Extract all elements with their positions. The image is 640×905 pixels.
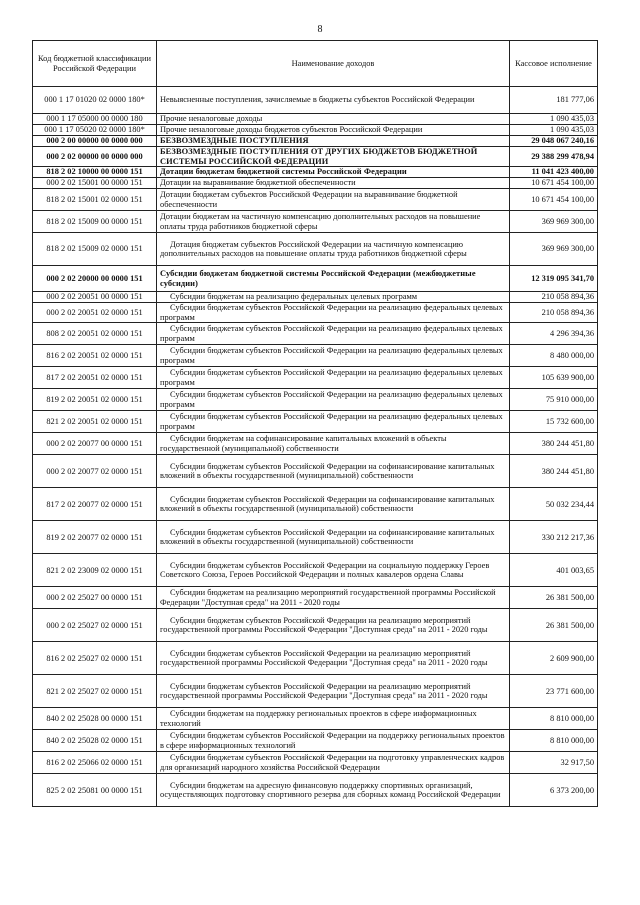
table-row [33, 774, 598, 807]
row-code: 000 2 02 25027 02 0000 151 [33, 609, 157, 642]
row-name: Субсидии бюджетам на софинансирование капитальных вложений в объекты государственной (муниципальной) собственности [157, 433, 510, 455]
row-amount: 4 296 394,36 [510, 323, 598, 345]
row-name: Субсидии бюджетам субъектов Российской Федерации на социальную поддержку Героев Советского Союза, Героев Российской Федерации и полных кавалеров ордена Славы [157, 554, 510, 587]
row-name: Субсидии бюджетам субъектов Российской Федерации на подготовку управленческих кадров для организаций народного хозяйства Российской Федерации [157, 752, 510, 774]
row-code: 817 2 02 20051 02 0000 151 [33, 367, 157, 389]
row-code: 818 2 02 15009 02 0000 151 [33, 233, 157, 266]
row-amount: 330 212 217,36 [510, 521, 598, 554]
table-header-row [33, 41, 598, 87]
row-name: Субсидии бюджетам на реализацию федеральных целевых программ [157, 292, 510, 303]
row-code: 000 2 02 20000 00 0000 151 [33, 266, 157, 292]
row-amount: 50 032 234,44 [510, 488, 598, 521]
row-name: Субсидии бюджетам субъектов Российской Федерации на реализацию мероприятий государственной программы Российской Федерации "Доступная среда" на 2011 - 2020 годы [157, 609, 510, 642]
row-amount: 8 480 000,00 [510, 345, 598, 367]
row-name: Субсидии бюджетам субъектов Российской Федерации на реализацию федеральных целевых программ [157, 345, 510, 367]
table-row [33, 266, 598, 292]
row-code: 817 2 02 20077 02 0000 151 [33, 488, 157, 521]
row-name: Субсидии бюджетам субъектов Российской Федерации на софинансирование капитальных вложений в объекты государственной (муниципальной) собственности [157, 488, 510, 521]
table-row [33, 211, 598, 233]
row-code: 000 2 02 25027 00 0000 151 [33, 587, 157, 609]
row-code: 821 2 02 20051 02 0000 151 [33, 411, 157, 433]
row-code: 816 2 02 25066 02 0000 151 [33, 752, 157, 774]
row-code: 821 2 02 25027 02 0000 151 [33, 675, 157, 708]
page-number: 8 [317, 24, 323, 35]
row-name: Невыясненные поступления, зачисляемые в бюджеты субъектов Российской Федерации [157, 87, 510, 114]
row-code: 821 2 02 23009 02 0000 151 [33, 554, 157, 587]
table-row [33, 125, 598, 136]
row-amount: 210 058 894,36 [510, 303, 598, 323]
revenue-table [32, 40, 598, 807]
row-name: Субсидии бюджетам субъектов Российской Федерации на реализацию федеральных целевых программ [157, 367, 510, 389]
row-name: Дотации бюджетам бюджетной системы Российской Федерации [157, 167, 510, 178]
row-code: 000 2 02 20051 00 0000 151 [33, 292, 157, 303]
table-row [33, 178, 598, 189]
row-amount: 2 609 900,00 [510, 642, 598, 675]
table-row [33, 675, 598, 708]
row-amount: 8 810 000,00 [510, 730, 598, 752]
table-row [33, 642, 598, 675]
row-code: 818 2 02 15001 02 0000 151 [33, 189, 157, 211]
row-amount: 15 732 600,00 [510, 411, 598, 433]
row-amount: 401 003,65 [510, 554, 598, 587]
table-row [33, 708, 598, 730]
row-code: 000 1 17 05000 00 0000 180 [33, 114, 157, 125]
row-name: Дотации бюджетам на частичную компенсацию дополнительных расходов на повышение оплаты труда работников бюджетной сферы [157, 211, 510, 233]
row-amount: 11 041 423 400,00 [510, 167, 598, 178]
row-amount: 105 639 900,00 [510, 367, 598, 389]
row-name: Дотации на выравнивание бюджетной обеспеченности [157, 178, 510, 189]
row-name: БЕЗВОЗМЕЗДНЫЕ ПОСТУПЛЕНИЯ ОТ ДРУГИХ БЮДЖЕТОВ БЮДЖЕТНОЙ СИСТЕМЫ РОССИЙСКОЙ ФЕДЕРАЦИИ [157, 147, 510, 167]
row-name: Прочие неналоговые доходы [157, 114, 510, 125]
row-name: Субсидии бюджетам субъектов Российской Федерации на реализацию мероприятий государственной программы Российской Федерации "Доступная среда" на 2011 - 2020 годы [157, 675, 510, 708]
table-row [33, 323, 598, 345]
row-name: Субсидии бюджетам на поддержку региональных проектов в сфере информационных технологий [157, 708, 510, 730]
row-name: Субсидии бюджетам субъектов Российской Федерации на реализацию федеральных целевых программ [157, 389, 510, 411]
table-row [33, 114, 598, 125]
table-body [33, 87, 598, 807]
row-amount: 369 969 300,00 [510, 233, 598, 266]
row-code: 000 2 02 00000 00 0000 000 [33, 147, 157, 167]
row-code: 819 2 02 20051 02 0000 151 [33, 389, 157, 411]
row-code: 840 2 02 25028 00 0000 151 [33, 708, 157, 730]
row-amount: 29 388 299 478,94 [510, 147, 598, 167]
row-amount: 23 771 600,00 [510, 675, 598, 708]
row-amount: 380 244 451,80 [510, 433, 598, 455]
table-row [33, 455, 598, 488]
row-name: БЕЗВОЗМЕЗДНЫЕ ПОСТУПЛЕНИЯ [157, 136, 510, 147]
table-row [33, 147, 598, 167]
table-row [33, 136, 598, 147]
row-name: Субсидии бюджетам бюджетной системы Российской Федерации (межбюджетные субсидии) [157, 266, 510, 292]
header-name: Наименование доходов [157, 41, 510, 87]
row-amount: 1 090 435,03 [510, 114, 598, 125]
table-row [33, 189, 598, 211]
row-code: 000 2 02 20077 02 0000 151 [33, 455, 157, 488]
table-row [33, 345, 598, 367]
table-row [33, 488, 598, 521]
row-name: Субсидии бюджетам на адресную финансовую поддержку спортивных организаций, осуществляющих подготовку спортивного резерва для сборных команд Российской Федерации [157, 774, 510, 807]
row-code: 818 2 02 10000 00 0000 151 [33, 167, 157, 178]
row-amount: 75 910 000,00 [510, 389, 598, 411]
table-row [33, 521, 598, 554]
row-code: 000 1 17 01020 02 0000 180* [33, 87, 157, 114]
table-row [33, 730, 598, 752]
row-amount: 26 381 500,00 [510, 587, 598, 609]
table-row [33, 609, 598, 642]
table-row [33, 233, 598, 266]
row-name: Субсидии бюджетам субъектов Российской Федерации на софинансирование капитальных вложений в объекты государственной (муниципальной) собственности [157, 521, 510, 554]
header-code: Код бюджетной классификации Российской Федерации [33, 41, 157, 87]
row-code: 816 2 02 20051 02 0000 151 [33, 345, 157, 367]
row-code: 808 2 02 20051 02 0000 151 [33, 323, 157, 345]
table-row [33, 752, 598, 774]
table-row [33, 411, 598, 433]
row-code: 000 2 00 00000 00 0000 000 [33, 136, 157, 147]
row-code: 816 2 02 25027 02 0000 151 [33, 642, 157, 675]
row-name: Дотации бюджетам субъектов Российской Федерации на выравнивание бюджетной обеспеченности [157, 189, 510, 211]
row-amount: 6 373 200,00 [510, 774, 598, 807]
row-name: Субсидии бюджетам субъектов Российской Федерации на софинансирование капитальных вложений в объекты государственной (муниципальной) собственности [157, 455, 510, 488]
row-amount: 1 090 435,03 [510, 125, 598, 136]
row-name: Субсидии бюджетам субъектов Российской Федерации на реализацию федеральных целевых программ [157, 323, 510, 345]
row-amount: 12 319 095 341,70 [510, 266, 598, 292]
row-code: 000 2 02 20051 02 0000 151 [33, 303, 157, 323]
row-name: Дотация бюджетам субъектов Российской Федерации на частичную компенсацию дополнительных расходов на повышение оплаты труда работников бюджетной сферы [157, 233, 510, 266]
row-name: Субсидии бюджетам на реализацию мероприятий государственной программы Российской Федерации "Доступная среда" на 2011 - 2020 годы [157, 587, 510, 609]
table-row [33, 367, 598, 389]
row-amount: 32 917,50 [510, 752, 598, 774]
table-row [33, 167, 598, 178]
row-amount: 181 777,06 [510, 87, 598, 114]
row-code: 818 2 02 15009 00 0000 151 [33, 211, 157, 233]
table-row [33, 292, 598, 303]
table-row [33, 303, 598, 323]
row-name: Субсидии бюджетам субъектов Российской Федерации на реализацию федеральных целевых программ [157, 303, 510, 323]
row-code: 819 2 02 20077 02 0000 151 [33, 521, 157, 554]
row-name: Субсидии бюджетам субъектов Российской Федерации на реализацию мероприятий государственной программы Российской Федерации "Доступная среда" на 2011 - 2020 годы [157, 642, 510, 675]
row-code: 825 2 02 25081 00 0000 151 [33, 774, 157, 807]
row-amount: 29 048 067 240,16 [510, 136, 598, 147]
row-amount: 369 969 300,00 [510, 211, 598, 233]
header-amount: Кассовое исполнение [510, 41, 598, 87]
table-row [33, 87, 598, 114]
row-amount: 10 671 454 100,00 [510, 189, 598, 211]
row-amount: 380 244 451,80 [510, 455, 598, 488]
row-amount: 210 058 894,36 [510, 292, 598, 303]
row-code: 000 2 02 20077 00 0000 151 [33, 433, 157, 455]
table-row [33, 389, 598, 411]
row-code: 000 2 02 15001 00 0000 151 [33, 178, 157, 189]
row-code: 000 1 17 05020 02 0000 180* [33, 125, 157, 136]
row-name: Субсидии бюджетам субъектов Российской Федерации на реализацию федеральных целевых программ [157, 411, 510, 433]
row-amount: 10 671 454 100,00 [510, 178, 598, 189]
table-row [33, 554, 598, 587]
row-amount: 26 381 500,00 [510, 609, 598, 642]
table-row [33, 433, 598, 455]
row-amount: 8 810 000,00 [510, 708, 598, 730]
row-name: Субсидии бюджетам субъектов Российской Федерации на поддержку региональных проектов в сфере информационных технологий [157, 730, 510, 752]
row-code: 840 2 02 25028 02 0000 151 [33, 730, 157, 752]
row-name: Прочие неналоговые доходы бюджетов субъектов Российской Федерации [157, 125, 510, 136]
table-row [33, 587, 598, 609]
